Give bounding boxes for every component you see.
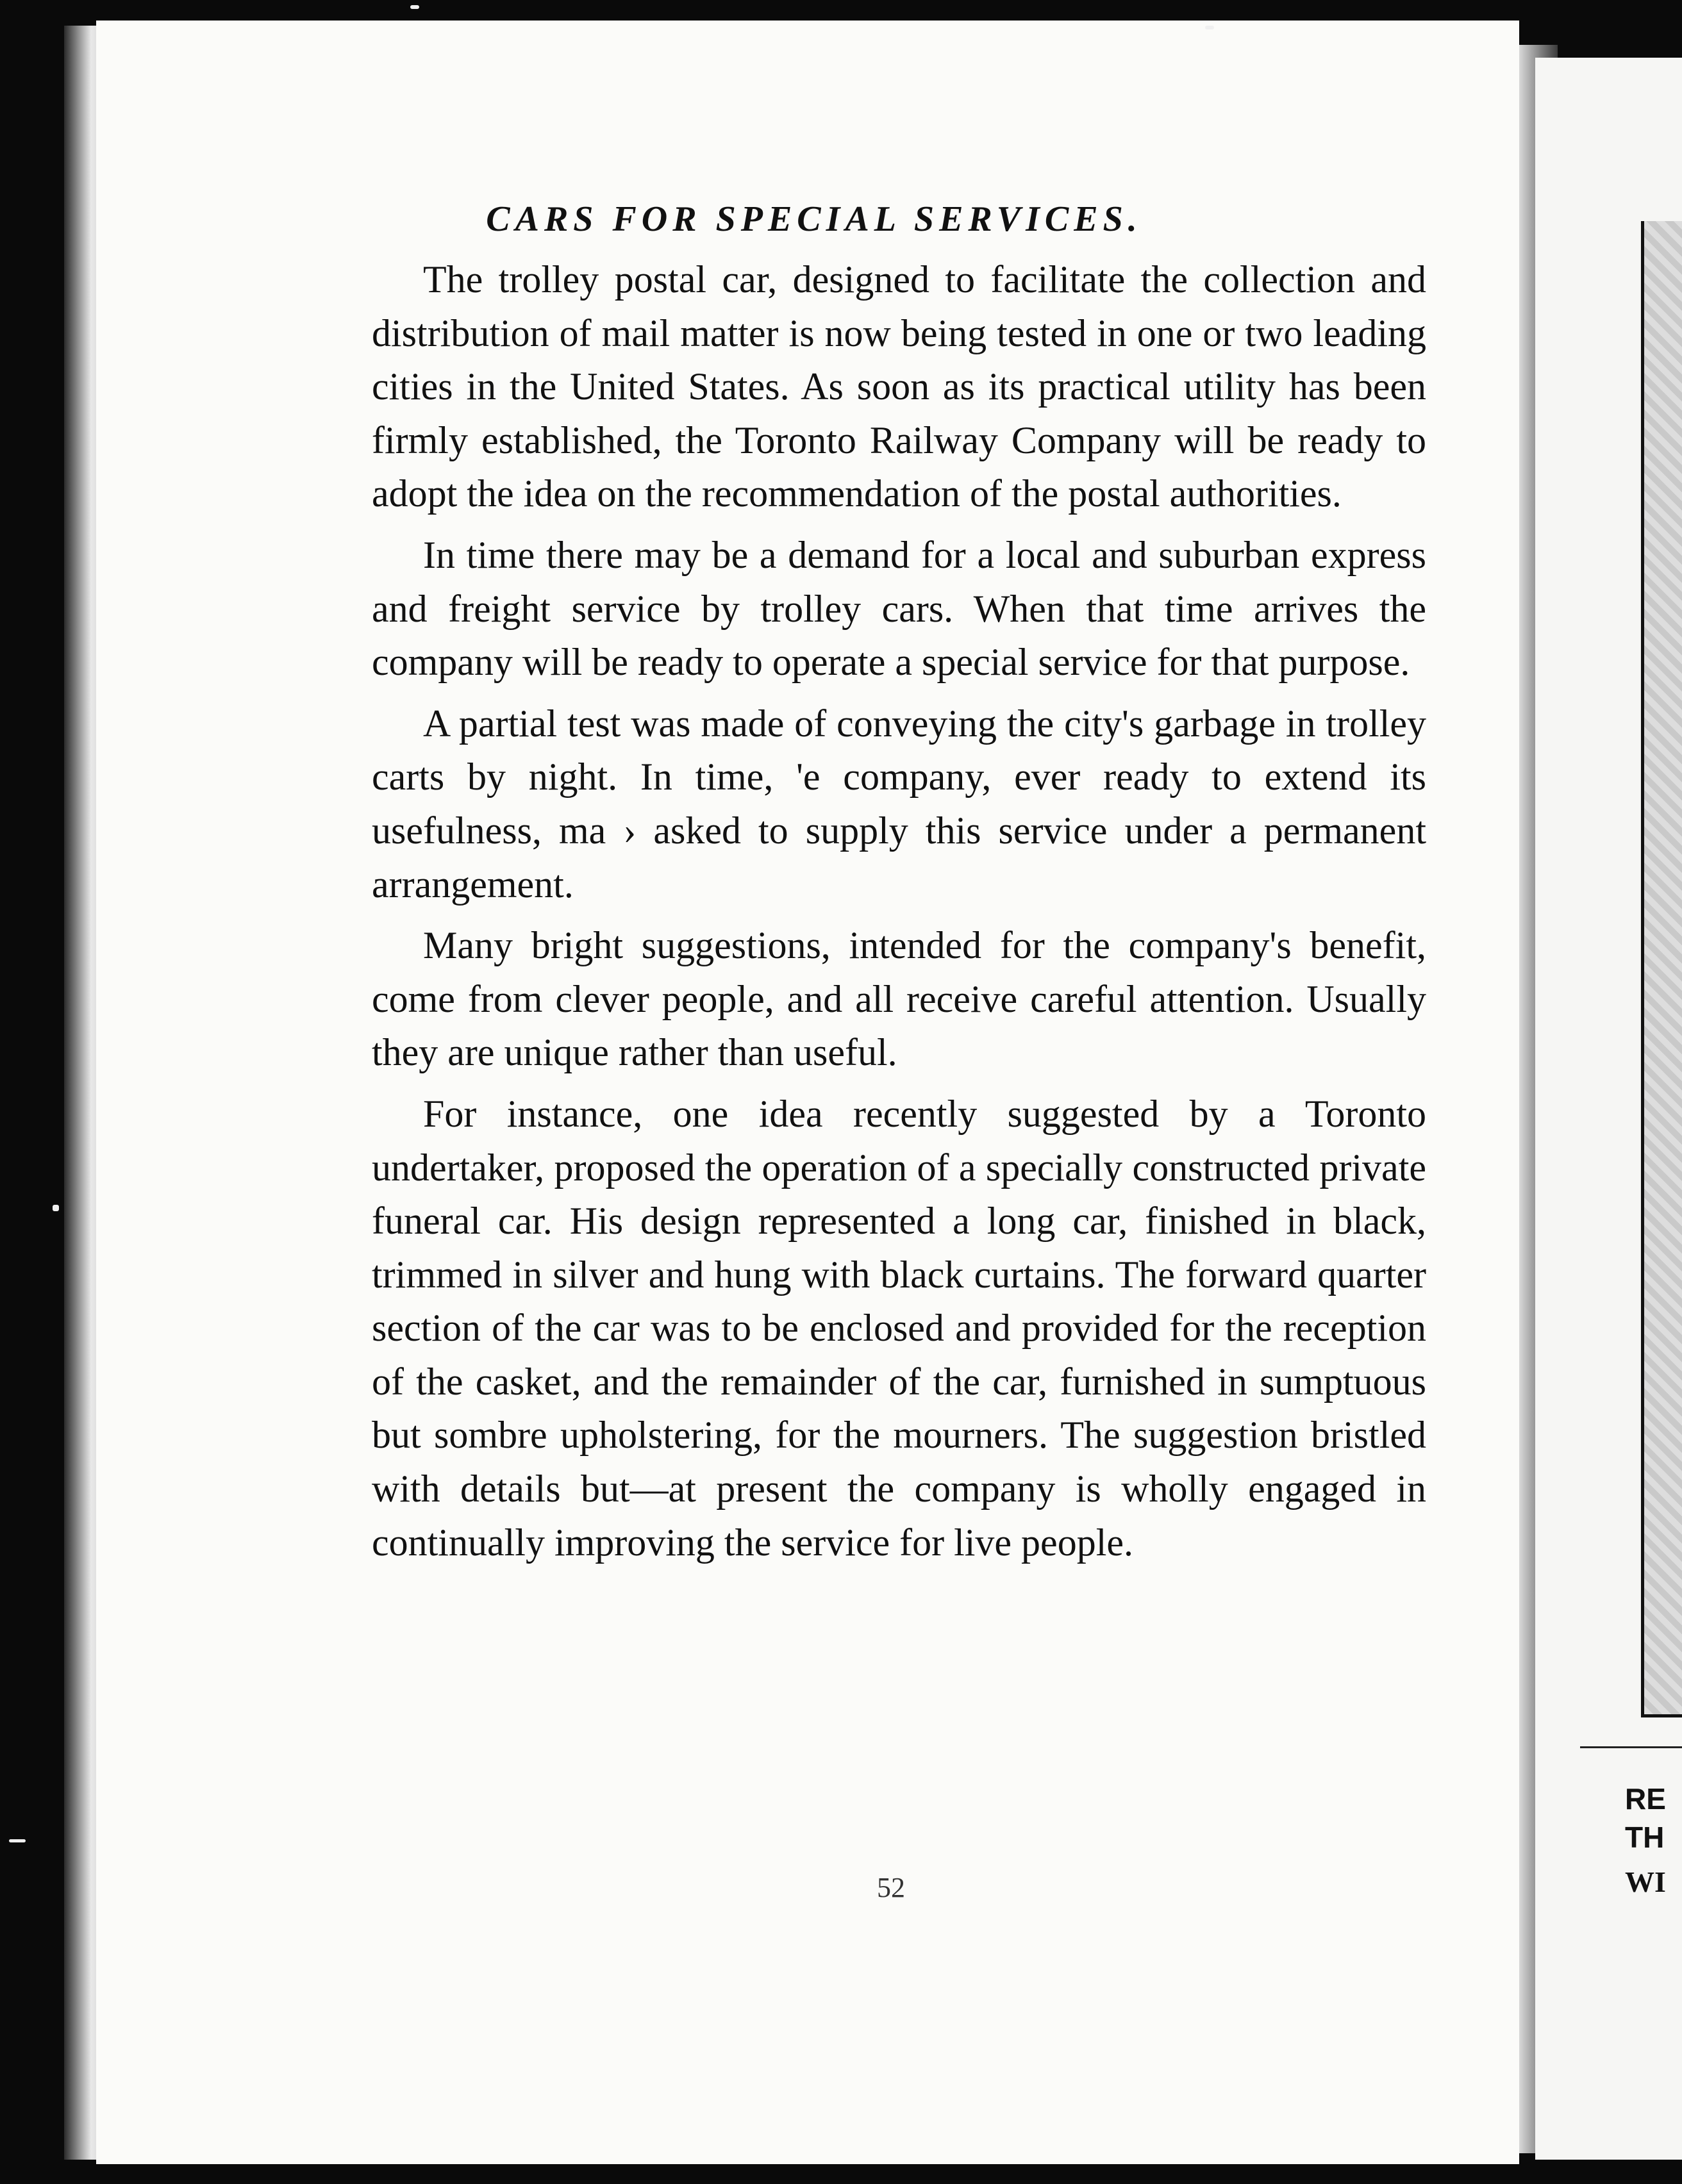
facing-page-text-line-1: RE — [1625, 1782, 1666, 1816]
paragraph-express-service: In time there may be a demand for a local and suburban express and freight service by trolley cars. When that time arrives the company will be ready to operate a special service for that purpose. — [372, 533, 1426, 684]
scan-speck — [410, 5, 419, 9]
facing-page-text-line-2: TH — [1625, 1821, 1665, 1854]
paragraph-garbage-test: A partial test was made of conveying the city's garbage in trolley carts by night. In time, 'e company, ever ready to extend its usefulness, ma › asked to supply this service under a permanent arrangement. — [372, 702, 1426, 906]
paragraph-postal-car: The trolley postal car, designed to facilitate the collection and distribution of mail matter is now being tested in one or two leading cities in the United States. As soon as its practical utility has been firmly established, the Toronto Railway Company will be ready to adopt the idea on the recommendation of the postal authorities. — [372, 258, 1426, 515]
paragraph-suggestions: Many bright suggestions, intended for the company's benefit, come from clever people, and all receive careful attention. Usually they are unique rather than useful. — [372, 924, 1426, 1074]
facing-page-rule — [1580, 1746, 1682, 1748]
facing-page-text-line-3: WI — [1625, 1866, 1666, 1898]
facing-page-illustration — [1641, 221, 1682, 1717]
running-head: CARS FOR SPECIAL SERVICES. — [486, 199, 1142, 239]
paragraph-funeral-car: For instance, one idea recently suggested by a Toronto undertaker, proposed the operation of a specially constructed private funeral car. His design represented a long car, finished in black, trimmed in silver and hung with black curtains. The forward quarter section of the car was to be enclosed and provided for the reception of the casket, and the remainder of the car, furnished in sumptuous but sombre upholstering, for the mourners. The suggestion bristled with details but—at present the company is wholly engaged in continually improving the service for live people. — [372, 1092, 1426, 1564]
scan-speck — [53, 1205, 59, 1211]
page-number: 52 — [877, 1872, 905, 1903]
scan-speck — [1205, 26, 1214, 29]
page-body — [372, 253, 1426, 1569]
scan-speck — [9, 1839, 26, 1842]
